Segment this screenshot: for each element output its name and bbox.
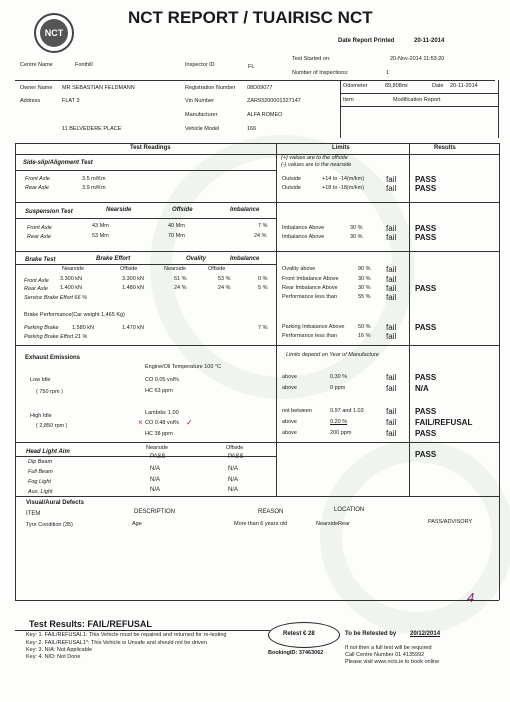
results-header: Results [434, 145, 456, 151]
manufacturer-label: Manufacturer [185, 112, 218, 118]
imbalance-value: 24 % [254, 233, 267, 239]
readings-header: Test Readings [130, 145, 171, 151]
result: PASS [415, 224, 437, 233]
owner-label: Owner Name [20, 85, 53, 91]
odometer-label: Odometer [343, 83, 368, 89]
parking-imb: 7 % [258, 325, 268, 331]
visual-reason-header: REASON [258, 509, 284, 515]
brake-front-imb: 0 % [258, 276, 268, 282]
brake-rear-ov-off: 24 % [218, 285, 231, 291]
low-idle-label: Low Idle [30, 377, 51, 383]
vin-number: ZAR93200001327147 [247, 98, 301, 104]
exhaust-title: Exhaust Emissions [25, 355, 81, 361]
fail-word: fail [386, 407, 397, 416]
manufacturer: ALFA ROMEO [247, 112, 283, 118]
limit-label: Outside [282, 185, 301, 191]
headlight-result: PASS [415, 450, 437, 459]
offside-value: 70 Mm [168, 233, 185, 239]
beam-near: N/A [150, 487, 161, 493]
defect-desc: Age [132, 521, 142, 527]
date-printed-label: Date Report Printed [338, 38, 395, 44]
fail-word: fail [386, 233, 397, 242]
beam-label: Dip Beam [28, 459, 53, 465]
beam-label: Full Beam [28, 469, 53, 475]
fail-word: fail [386, 373, 397, 382]
beam-near: N/A [150, 477, 161, 483]
lambda: Lambda: 1.00 [145, 410, 179, 416]
brake-rear-imb: 5 % [258, 285, 268, 291]
limit-value: +18 to -18(m/km) [322, 185, 365, 191]
centre-label: Centre Name [20, 62, 53, 68]
num-inspections-label: Number of Inspections: [292, 70, 349, 76]
headlight-title: Head Light Aim [26, 449, 70, 455]
pen-mark-right: ✓ [186, 418, 193, 427]
visual-desc-header: DESCRIPTION [134, 509, 176, 515]
fail-word: fail [386, 323, 397, 332]
limit-value: 30 % [358, 276, 371, 282]
key-1: Key: 1. FAIL/REFUSAL1: This Vehicle must be repaired and returned for re-testing [26, 632, 227, 638]
limit-label: Ovality above [282, 266, 316, 272]
hc-low: HC 63 ppm [145, 388, 173, 394]
booking-id: BookingID: 37463062 [268, 650, 324, 656]
fail-word: fail [386, 265, 397, 274]
key-3: Key: 3. N/A: Not Applicable [26, 647, 93, 653]
parking-brake-label: Parking Brake [24, 325, 59, 331]
limit-label: not between [282, 408, 312, 414]
imbalance-value: 7 % [258, 223, 268, 229]
beam-off: N/A [228, 466, 239, 472]
test-result-title: Test Results: FAIL/REFUSAL [29, 619, 152, 629]
limit-label: above [282, 385, 297, 391]
limit-value: 30 % [350, 234, 363, 240]
date-label: Date [432, 83, 444, 89]
result: FAIL/REFUSAL [415, 418, 473, 427]
nearside-value: 53 Mm [92, 233, 109, 239]
result: PASS [415, 233, 437, 242]
report-title: NCT REPORT / TUAIRISC NCT [128, 8, 373, 27]
limit-label: Outside [282, 176, 301, 182]
limit-value: 0.30 % [330, 374, 348, 380]
fail-word: fail [386, 429, 397, 438]
brake-front-off: 3.300 kN [122, 276, 145, 282]
brake-front-ov-near: 51 % [174, 276, 187, 282]
front-axle-label: Front Axle [25, 176, 50, 182]
model-label: Vehicle Model [185, 126, 220, 132]
odometer: 89,808mi [385, 83, 408, 89]
retest-note-3: Please visit www.ncts.ie to book online [345, 659, 440, 665]
fail-word: fail [386, 332, 397, 341]
parking-effort: Parking Brake Effort 21 % [24, 334, 88, 340]
limit-value: 55 % [358, 294, 371, 300]
fail-word: fail [386, 284, 397, 293]
mod-report-label: Modification Report [393, 97, 441, 103]
visual-title: Visual/Aural Defects [26, 500, 84, 506]
parking-off: 1.470 kN [122, 325, 145, 331]
retest-by-date: 20/12/2014 [410, 631, 441, 637]
rear-axle-label: Rear Axle [27, 234, 51, 240]
beam-off: PASS [228, 454, 244, 460]
visual-location-header: LOCATION [334, 507, 365, 513]
susp-imbalance-header: Imbalance [230, 207, 260, 213]
hl-nearside-header: Nearside [146, 445, 169, 451]
vin-label: Vin Number [185, 98, 214, 104]
brake-front-axle-label: Front Axle [24, 278, 49, 284]
fail-word: fail [386, 418, 397, 427]
limits-header: Limits [332, 145, 350, 151]
key-2: Key: 2. FAIL/REFUSAL1*: This Vehicle is Unsafe and should not be driven [26, 640, 207, 646]
retest-by-label: To be Retested by [345, 631, 397, 637]
defect-reason: More than 6 years old [234, 521, 288, 527]
item-label: Item [343, 97, 354, 103]
low-idle-rpm: ( 750 rpm ) [36, 389, 63, 395]
result: PASS [415, 373, 437, 382]
nct-logo: NCT [34, 13, 74, 53]
test-started: 20-Nov-2014 11:53:20 [390, 56, 445, 62]
inspector-id: FL [248, 64, 255, 70]
num-inspections: 1 [386, 70, 390, 76]
beam-off: N/A [228, 477, 239, 483]
front-axle-label: Front Axle [27, 225, 52, 231]
front-axle-value: 3.5 m/Km [82, 176, 106, 182]
inspector-label: Inspector ID [185, 62, 215, 68]
address-line1: FLAT 3 [62, 98, 80, 104]
offside-value: 40 Mm [168, 223, 185, 229]
beam-near: PASS [150, 454, 166, 460]
limit-label: Imbalance Above [282, 225, 325, 231]
test-started-label: Test Started on: [292, 56, 331, 62]
fail-word: fail [386, 293, 397, 302]
fail-word: fail [386, 224, 397, 233]
suspension-title: Suspension Test [25, 209, 73, 215]
watermark-ring-2 [320, 440, 510, 634]
limit-value: 50 % [358, 324, 371, 330]
brake-weight: Brake Performance(Car weight 1,465 Kg) [24, 312, 125, 318]
defect-item: Tyre Condition (35) [26, 522, 73, 528]
ovality-header: Ovality [186, 256, 207, 262]
defect-result: PASS/ADVISORY [428, 519, 473, 525]
address-label: Address [20, 98, 41, 104]
beam-off: N/A [228, 487, 239, 493]
co-high: CO 0.48 vol% [145, 420, 179, 426]
brake-off-header: Offside [120, 266, 138, 272]
defect-location: NearsideRear [316, 521, 350, 527]
limit-label: Parking Imbalance Above [282, 324, 345, 330]
brake-front-ov-off: 53 % [218, 276, 231, 282]
rear-axle-value: 3.9 m/Km [82, 185, 106, 191]
retest-note-1: If not then a full test will be required [345, 645, 432, 651]
centre-name: Fonthill [75, 62, 93, 68]
owner-name: MR SEBASTIAN FELDMANN [62, 85, 135, 91]
hc-high: HC 38 ppm [145, 431, 173, 437]
date-printed: 20-11-2014 [414, 38, 445, 44]
retest-fee: Retest € 28 [283, 631, 315, 637]
engine-temp: Engine/Oil Temperature 100 °C [145, 364, 222, 370]
brake-near-header: Nearside [62, 266, 85, 272]
fail-word: fail [386, 384, 397, 393]
result: PASS [415, 429, 437, 438]
key-4: Key: 4. N/D: Not Done [26, 654, 81, 660]
brake-result: PASS [415, 284, 437, 293]
parking-result: PASS [415, 323, 437, 332]
limit-value: 30 % [350, 225, 363, 231]
handwritten-number: 4 [467, 590, 475, 605]
brake-rear-off: 1.480 kN [122, 285, 145, 291]
fail-word: fail [386, 275, 397, 284]
high-idle-label: High Idle [30, 413, 52, 419]
limit-value: 0 ppm [330, 385, 346, 391]
result: PASS [415, 175, 437, 184]
ovality-off-header: Offside [208, 266, 226, 272]
reg-label: Registration Number [185, 85, 236, 91]
rear-axle-label: Rear Axle [25, 185, 49, 191]
limit-label: Imbalance Above [282, 234, 325, 240]
limit-value: 0.20 % [330, 419, 348, 425]
limit-value: 16 % [358, 333, 371, 339]
nearside-value: 43 Mm [92, 223, 109, 229]
fail-word: fail [386, 184, 397, 193]
brake-rear-near: 1.400 kN [60, 285, 83, 291]
result: N/A [415, 384, 429, 393]
limit-value: +14 to -14(m/km) [322, 176, 365, 182]
limit-label: Rear Imbalance Above [282, 285, 338, 291]
visual-item-header: ITEM [26, 511, 41, 517]
limit-label: Performance less than [282, 333, 338, 339]
limit-value: 200 ppm [330, 430, 352, 436]
sideslip-title: Side-slip/Alignment Test [23, 160, 93, 166]
result: PASS [415, 184, 437, 193]
pen-mark-left: × [138, 418, 143, 427]
high-idle-rpm: ( 2,850 rpm ) [36, 423, 68, 429]
susp-nearside-header: Nearside [106, 207, 132, 213]
exhaust-limits-note: Limits depend on Year of Manufacture [286, 352, 379, 358]
reg-number: 08D09077 [247, 85, 273, 91]
result: PASS [415, 407, 437, 416]
beam-label: Aux. Light [28, 489, 53, 495]
address-line2: 11 BELVEDERE PLACE [62, 126, 122, 132]
parking-near: 1.580 kN [72, 325, 95, 331]
limit-label: above [282, 430, 297, 436]
co-low: CO 0.05 vol% [145, 377, 179, 383]
sideslip-note1: (+) values are to the offside [281, 155, 348, 161]
limit-value: 30 % [358, 285, 371, 291]
limit-label: above [282, 419, 297, 425]
limit-label: above [282, 374, 297, 380]
hl-offside-header: Offside [226, 445, 244, 451]
brake-rear-ov-near: 24 % [174, 285, 187, 291]
sideslip-note2: (-) values are to the nearside [281, 162, 352, 168]
brake-front-near: 3.300 kN [60, 276, 83, 282]
retest-note-2: Call Centre Number 01 4135992 [345, 652, 425, 658]
susp-offside-header: Offside [172, 207, 193, 213]
limit-value: 0.97 and 1.03 [330, 408, 364, 414]
brake-title: Brake Test [25, 257, 56, 263]
vehicle-model: 166 [247, 126, 257, 132]
limit-label: Performance less than [282, 294, 338, 300]
service-brake-effort: Service Brake Effort 66 % [24, 295, 87, 301]
limit-value: 90 % [358, 266, 371, 272]
ovality-near-header: Nearside [164, 266, 187, 272]
fail-word: fail [386, 175, 397, 184]
limit-label: Front Imbalance Above [282, 276, 339, 282]
brake-effort-header: Brake Effort [96, 256, 131, 262]
brake-rear-axle-label: Rear Axle [24, 286, 48, 292]
date: 20-11-2014 [450, 83, 478, 89]
beam-near: N/A [150, 466, 161, 472]
beam-label: Fog Light [28, 479, 51, 485]
brake-imbalance-header: Imbalance [230, 256, 260, 262]
